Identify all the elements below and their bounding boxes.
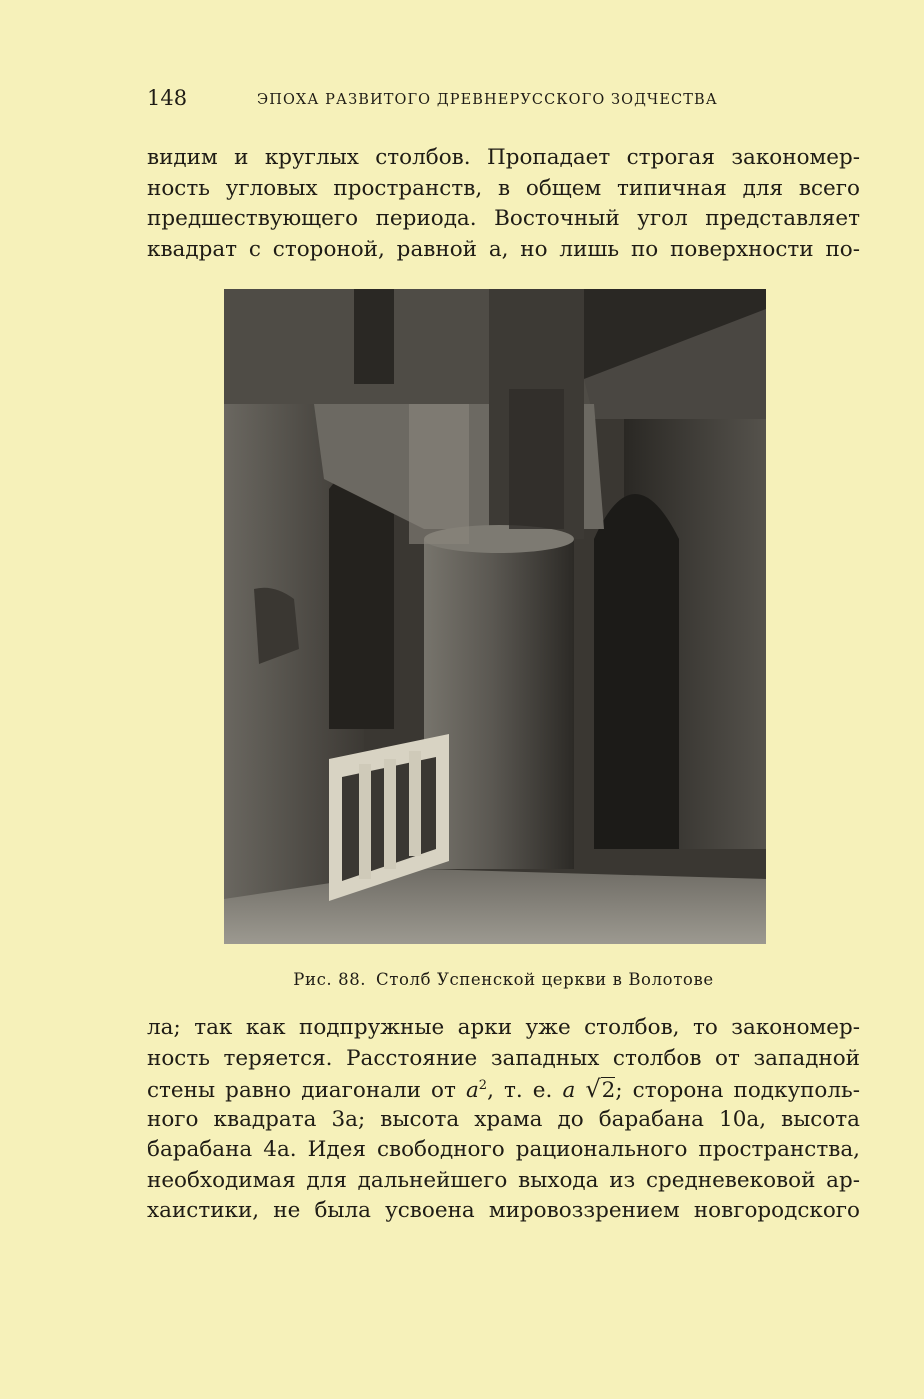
text-line: барабана 4а. Идея свободного рационального пространства,	[147, 1137, 860, 1162]
running-title: ЭПОХА РАЗВИТОГО ДРЕВНЕРУССКОГО ЗОДЧЕСТВА	[257, 92, 718, 108]
text-line: ного квадрата 3а; высота храма до барабана 10а, высота	[147, 1106, 860, 1132]
text-segment: стены равно диагонали от	[147, 1078, 466, 1103]
math-var: a	[562, 1078, 576, 1103]
figure-photo-pillar	[224, 289, 766, 944]
text-line: ность угловых пространств, в общем типичная для всего	[147, 175, 860, 201]
page-number: 148	[147, 86, 188, 110]
figure-caption-text: Столб Успенской церкви в Волотове	[376, 970, 714, 989]
pillar-illustration	[224, 289, 766, 944]
math-exponent: 2	[478, 1077, 488, 1093]
radicand: 2	[601, 1078, 616, 1103]
text-line: видим и круглых столбов. Пропадает строгая закономер-	[147, 145, 860, 170]
radical-sign: √	[585, 1075, 601, 1103]
square-root	[585, 1074, 615, 1107]
paragraph-top	[147, 143, 860, 265]
text-line: предшествующего периода. Восточный угол представляет	[147, 206, 860, 231]
figure-caption-prefix: Рис. 88.	[293, 970, 367, 989]
running-head	[147, 86, 861, 114]
math-var: a	[465, 1078, 479, 1103]
text-line: ность теряется. Расстояние западных столбов от западной	[147, 1045, 860, 1071]
text-segment: ; сторона подкуполь-	[615, 1078, 861, 1103]
text-segment: , т. е.	[487, 1078, 563, 1103]
text-line: необходимая для дальнейшего выхода из средневековой ар-	[147, 1167, 860, 1193]
paragraph-bottom	[147, 1013, 860, 1227]
text-line-with-formula	[147, 1074, 860, 1105]
text-line: хаистики, не была усвоена мировоззрением новгородского	[147, 1198, 860, 1223]
figure-caption	[147, 970, 860, 989]
text-line: квадрат с стороной, равной а, но лишь по поверхности по-	[147, 236, 860, 262]
text-line: ла; так как подпружные арки уже столбов, то закономер-	[147, 1015, 860, 1040]
